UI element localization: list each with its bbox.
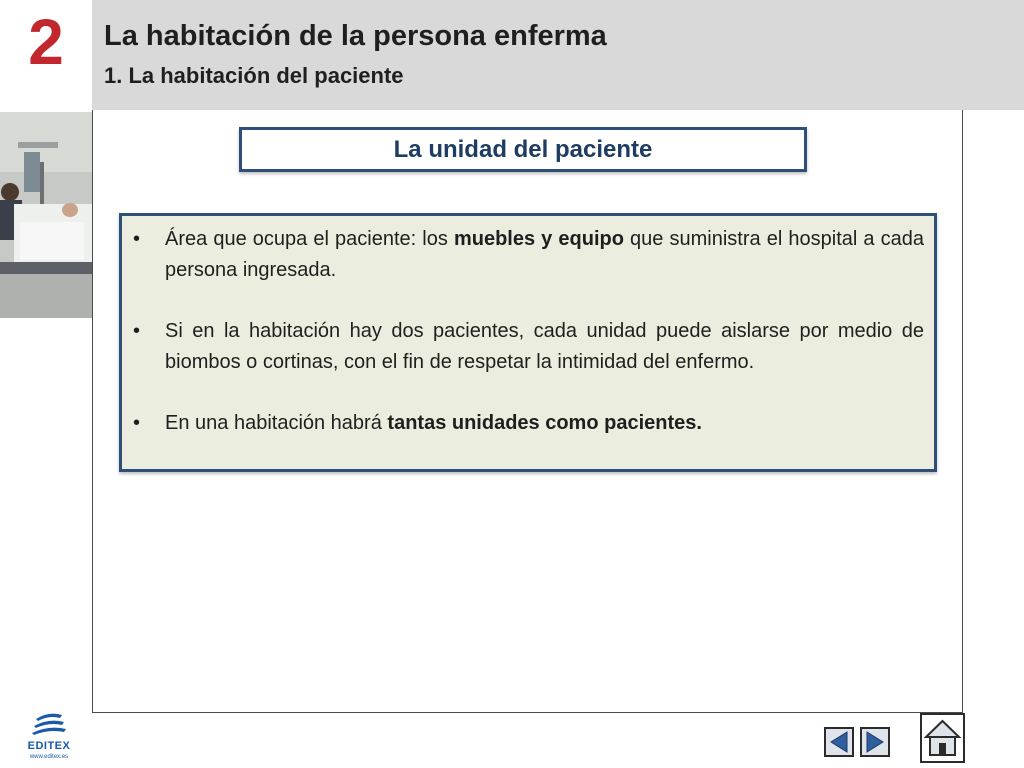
section-title-box [239, 127, 807, 172]
info-box [119, 213, 937, 472]
section-title: La unidad del paciente [393, 136, 653, 163]
bullet-item [130, 316, 924, 378]
triangle-left-icon [824, 727, 854, 757]
chapter-box [0, 0, 92, 110]
next-slide-button[interactable] [860, 727, 890, 757]
logo-url: www.editex.es [29, 754, 69, 760]
editex-logo [18, 710, 80, 762]
previous-slide-button[interactable] [824, 727, 854, 757]
home-button[interactable] [920, 713, 965, 763]
page-title: La habitación de la persona enferma [104, 20, 607, 52]
bullet-item [130, 224, 924, 286]
bullet-text: Si en la habitación hay dos pacientes, cada unidad puede aislarse por medio de biombos o cortinas, con el fin de respetar la intimidad del enfermo. [165, 320, 924, 373]
editex-logo-icon [18, 710, 80, 740]
bullet-text: que suministra el hospital a cada persona ingresada. [165, 228, 924, 281]
hospital-room-photo [0, 112, 92, 318]
bullet-text: Área que ocupa el paciente: los [165, 228, 454, 250]
bullet-text: En una habitación habrá [165, 412, 388, 434]
header-band [92, 0, 1024, 110]
chapter-number: 2 [28, 6, 64, 78]
page-subtitle: 1. La habitación del paciente [104, 63, 404, 88]
logo-name: EDITEX [27, 740, 71, 752]
triangle-right-icon [860, 727, 890, 757]
bullet-text-bold: tantas unidades como pacientes. [387, 412, 702, 434]
bullet-list [130, 224, 924, 439]
bullet-text-bold: muebles y equipo [453, 228, 624, 250]
home-icon [920, 713, 965, 763]
bullet-item [130, 408, 924, 439]
